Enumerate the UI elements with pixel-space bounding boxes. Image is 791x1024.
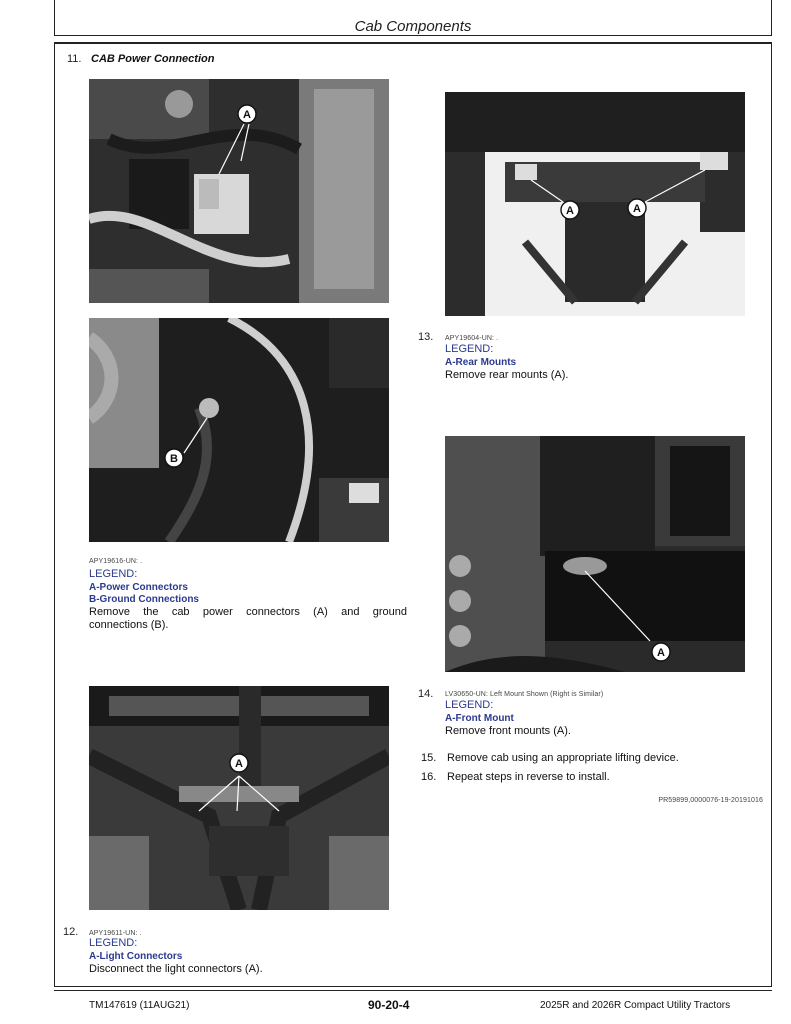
step-14-legend-item-a: A-Front Mount <box>445 713 514 724</box>
marker-a <box>652 643 670 661</box>
photo-rear-mounts <box>445 92 745 316</box>
step-16-number: 16. <box>421 771 437 783</box>
step-11-number: 11. <box>67 53 82 65</box>
document-id: PR59899,0000076-19-20191016 <box>658 797 763 804</box>
svg-text:B: B <box>170 453 178 465</box>
step-11-instruction-line-2: connections (B). <box>89 619 169 631</box>
step-15-instruction: Remove cab using an appropriate lifting device. <box>447 752 679 764</box>
step-12-number: 12. <box>63 926 79 938</box>
step-11-title: CAB Power Connection <box>91 53 215 65</box>
footer-page-number: 90-20-4 <box>368 998 410 1012</box>
step-13-legend-item-a: A-Rear Mounts <box>445 357 517 368</box>
footer-product-title: 2025R and 2026R Compact Utility Tractors <box>540 1000 731 1011</box>
step-12-instruction: Disconnect the light connectors (A). <box>89 963 263 975</box>
marker-a <box>238 105 256 123</box>
step-11-legend-label: LEGEND: <box>89 568 138 580</box>
step-11-instruction-line-1: Remove the cab power connectors (A) and ground <box>89 606 407 618</box>
photo-front-mount <box>445 436 745 672</box>
photo-ground-connections <box>89 318 389 542</box>
step-15-number: 15. <box>421 752 437 764</box>
step-11-legend-item-a: A-Power Connectors <box>89 582 188 593</box>
step-11-legend-item-b: B-Ground Connections <box>89 594 199 605</box>
marker-b <box>165 449 183 467</box>
header-frame <box>54 0 772 36</box>
step-13-number: 13. <box>418 331 434 343</box>
step-13-figure-ref: APY19604-UN: . <box>445 335 499 342</box>
svg-text:A: A <box>235 758 243 770</box>
marker-a <box>230 754 248 772</box>
page-header-title: Cab Components <box>354 18 472 35</box>
step-14-instruction: Remove front mounts (A). <box>445 725 571 737</box>
step-14-legend-label: LEGEND: <box>445 699 494 711</box>
svg-text:A: A <box>657 647 665 659</box>
step-12-legend-item-a: A-Light Connectors <box>89 951 183 962</box>
step-12-figure-ref: APY19611-UN: . <box>89 930 142 937</box>
step-14-figure-ref: LV30650-UN: Left Mount Shown (Right is Similar) <box>445 691 604 698</box>
step-14-number: 14. <box>418 688 434 700</box>
step-16-instruction: Repeat steps in reverse to install. <box>447 771 610 783</box>
marker-a <box>561 201 579 219</box>
svg-text:A: A <box>243 109 251 121</box>
photo-light-connectors <box>89 686 389 910</box>
footer-manual-id: TM147619 (11AUG21) <box>89 1000 190 1011</box>
step-11-figure-ref: APY19616-UN: . <box>89 558 143 565</box>
step-12-legend-label: LEGEND: <box>89 937 138 949</box>
svg-text:A: A <box>633 203 641 215</box>
footer-divider <box>54 990 772 991</box>
step-13-legend-label: LEGEND: <box>445 343 494 355</box>
photo-power-connectors <box>89 79 389 303</box>
marker-a <box>628 199 646 217</box>
step-13-instruction: Remove rear mounts (A). <box>445 369 569 381</box>
svg-text:A: A <box>566 205 574 217</box>
